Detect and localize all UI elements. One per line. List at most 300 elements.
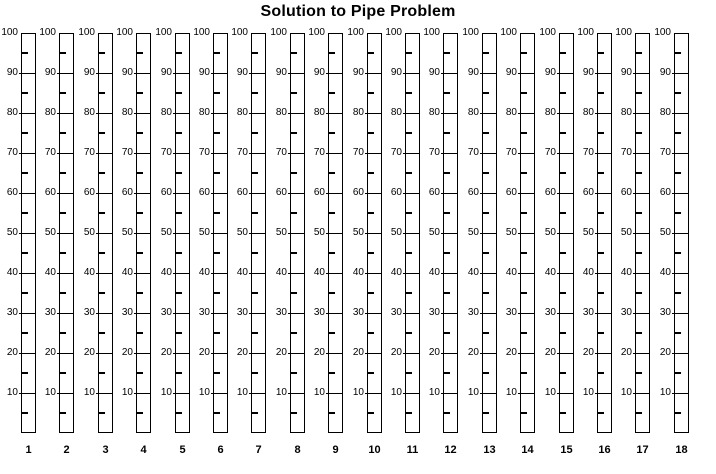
minor-tick: [176, 332, 182, 334]
minor-tick: [252, 292, 258, 294]
minor-tick: [406, 252, 412, 254]
minor-tick: [214, 412, 220, 414]
minor-tick: [444, 412, 450, 414]
minor-tick: [598, 52, 604, 54]
tick-label: 20: [505, 347, 517, 358]
minor-tick: [521, 172, 527, 174]
minor-tick: [137, 212, 143, 214]
tick-label: 10: [390, 387, 402, 398]
tick-label: 50: [198, 227, 210, 238]
minor-tick: [675, 132, 681, 134]
tick-label: 40: [121, 267, 133, 278]
minor-tick: [560, 332, 566, 334]
tick-label: 80: [505, 107, 517, 118]
minor-tick: [521, 52, 527, 54]
major-tick-line: [326, 113, 343, 114]
minor-tick: [22, 372, 28, 374]
minor-tick: [368, 252, 374, 254]
tick-label: 70: [236, 147, 248, 158]
tick-label: 60: [275, 187, 287, 198]
minor-tick: [675, 412, 681, 414]
pipe-number: 14: [521, 444, 534, 456]
tick-label: 40: [390, 267, 402, 278]
tick-label: 100: [423, 27, 440, 38]
tick-label: 90: [44, 67, 56, 78]
tick-label: 40: [620, 267, 632, 278]
minor-tick: [252, 172, 258, 174]
minor-tick: [214, 292, 220, 294]
tick-label: 50: [505, 227, 517, 238]
tick-label: 10: [6, 387, 18, 398]
tick-label: 100: [308, 27, 325, 38]
tick-label: 90: [313, 67, 325, 78]
minor-tick: [22, 412, 28, 414]
minor-tick: [406, 212, 412, 214]
minor-tick: [60, 292, 66, 294]
major-tick-line: [57, 353, 74, 354]
tick-label: 40: [160, 267, 172, 278]
minor-tick: [444, 372, 450, 374]
minor-tick: [444, 132, 450, 134]
major-tick-line: [57, 153, 74, 154]
pipe-scale-2: [39, 27, 74, 456]
tick-label: 30: [83, 307, 95, 318]
major-tick-line: [518, 273, 535, 274]
minor-tick: [598, 252, 604, 254]
tick-label: 100: [462, 27, 479, 38]
tick-label: 50: [6, 227, 18, 238]
minor-tick: [483, 332, 489, 334]
minor-tick: [368, 92, 374, 94]
minor-tick: [176, 52, 182, 54]
major-tick-line: [518, 393, 535, 394]
minor-tick: [60, 172, 66, 174]
tick-label: 10: [160, 387, 172, 398]
minor-tick: [99, 412, 105, 414]
tick-label: 100: [539, 27, 556, 38]
minor-tick: [99, 132, 105, 134]
major-tick-line: [633, 193, 650, 194]
major-tick-line: [441, 233, 458, 234]
tick-label: 60: [236, 187, 248, 198]
minor-tick: [483, 412, 489, 414]
tick-label: 30: [198, 307, 210, 318]
major-tick-line: [134, 73, 151, 74]
tick-label: 80: [428, 107, 440, 118]
tick-label: 50: [544, 227, 556, 238]
tick-label: 90: [620, 67, 632, 78]
tick-label: 10: [121, 387, 133, 398]
tick-label: 20: [582, 347, 594, 358]
tick-label: 30: [620, 307, 632, 318]
major-tick-line: [57, 113, 74, 114]
tick-label: 40: [236, 267, 248, 278]
minor-tick: [483, 372, 489, 374]
tick-label: 10: [313, 387, 325, 398]
minor-tick: [22, 52, 28, 54]
minor-tick: [99, 212, 105, 214]
minor-tick: [176, 372, 182, 374]
tick-label: 70: [390, 147, 402, 158]
minor-tick: [560, 172, 566, 174]
tick-label: 50: [121, 227, 133, 238]
minor-tick: [99, 92, 105, 94]
tick-label: 70: [44, 147, 56, 158]
major-tick-line: [326, 313, 343, 314]
minor-tick: [636, 52, 642, 54]
major-tick-line: [57, 313, 74, 314]
tick-label: 50: [467, 227, 479, 238]
major-tick-line: [633, 73, 650, 74]
minor-tick: [368, 332, 374, 334]
tick-label: 30: [544, 307, 556, 318]
minor-tick: [444, 92, 450, 94]
major-tick-line: [249, 153, 266, 154]
major-tick-line: [633, 313, 650, 314]
minor-tick: [214, 372, 220, 374]
minor-tick: [60, 132, 66, 134]
minor-tick: [329, 92, 335, 94]
minor-tick: [252, 332, 258, 334]
minor-tick: [214, 132, 220, 134]
major-tick-line: [57, 233, 74, 234]
pipe-number: 9: [332, 444, 339, 456]
major-tick-line: [518, 153, 535, 154]
tick-label: 70: [313, 147, 325, 158]
minor-tick: [406, 52, 412, 54]
tick-label: 20: [121, 347, 133, 358]
tick-label: 90: [352, 67, 364, 78]
minor-tick: [483, 292, 489, 294]
minor-tick: [214, 92, 220, 94]
minor-tick: [560, 52, 566, 54]
major-tick-line: [518, 193, 535, 194]
tick-label: 60: [160, 187, 172, 198]
minor-tick: [675, 172, 681, 174]
minor-tick: [368, 132, 374, 134]
minor-tick: [483, 92, 489, 94]
major-tick-line: [326, 233, 343, 234]
major-tick-line: [672, 393, 689, 394]
minor-tick: [214, 212, 220, 214]
tick-label: 60: [313, 187, 325, 198]
major-tick-line: [672, 353, 689, 354]
major-tick-line: [134, 353, 151, 354]
tick-label: 100: [500, 27, 517, 38]
major-tick-line: [249, 313, 266, 314]
major-tick-line: [441, 193, 458, 194]
tick-label: 30: [236, 307, 248, 318]
tick-label: 80: [121, 107, 133, 118]
minor-tick: [137, 172, 143, 174]
minor-tick: [598, 92, 604, 94]
minor-tick: [291, 412, 297, 414]
tick-label: 30: [313, 307, 325, 318]
minor-tick: [60, 372, 66, 374]
tick-label: 50: [352, 227, 364, 238]
minor-tick: [291, 92, 297, 94]
tick-label: 20: [544, 347, 556, 358]
tick-label: 100: [116, 27, 133, 38]
pipe-number: 8: [294, 444, 301, 456]
pipe-number: 10: [368, 444, 381, 456]
major-tick-line: [134, 313, 151, 314]
minor-tick: [176, 132, 182, 134]
tick-label: 90: [544, 67, 556, 78]
minor-tick: [483, 52, 489, 54]
pipe-scale-4: [116, 27, 151, 456]
minor-tick: [521, 92, 527, 94]
tick-label: 40: [313, 267, 325, 278]
minor-tick: [598, 372, 604, 374]
tick-label: 40: [428, 267, 440, 278]
minor-tick: [252, 412, 258, 414]
tick-label: 90: [428, 67, 440, 78]
tick-label: 100: [1, 27, 18, 38]
minor-tick: [406, 172, 412, 174]
tick-label: 60: [390, 187, 402, 198]
tick-label: 60: [44, 187, 56, 198]
tick-label: 10: [659, 387, 671, 398]
tick-label: 20: [313, 347, 325, 358]
major-tick-line: [672, 273, 689, 274]
tick-label: 70: [582, 147, 594, 158]
minor-tick: [60, 212, 66, 214]
tick-label: 60: [620, 187, 632, 198]
minor-tick: [521, 372, 527, 374]
minor-tick: [483, 252, 489, 254]
major-tick-line: [633, 113, 650, 114]
major-tick-line: [326, 353, 343, 354]
tick-label: 60: [659, 187, 671, 198]
tick-label: 50: [44, 227, 56, 238]
minor-tick: [329, 212, 335, 214]
minor-tick: [291, 132, 297, 134]
major-tick-line: [134, 153, 151, 154]
pipe-number: 11: [406, 444, 419, 456]
major-tick-line: [326, 393, 343, 394]
tick-label: 80: [659, 107, 671, 118]
minor-tick: [329, 52, 335, 54]
minor-tick: [444, 332, 450, 334]
tick-label: 40: [544, 267, 556, 278]
minor-tick: [368, 52, 374, 54]
minor-tick: [521, 212, 527, 214]
minor-tick: [560, 372, 566, 374]
tick-label: 10: [44, 387, 56, 398]
tick-label: 70: [275, 147, 287, 158]
minor-tick: [252, 252, 258, 254]
minor-tick: [137, 252, 143, 254]
tick-label: 60: [6, 187, 18, 198]
tick-label: 100: [577, 27, 594, 38]
major-tick-line: [441, 113, 458, 114]
tick-label: 30: [44, 307, 56, 318]
major-tick-line: [633, 273, 650, 274]
tick-label: 20: [44, 347, 56, 358]
major-tick-line: [441, 73, 458, 74]
major-tick-line: [134, 393, 151, 394]
tick-label: 80: [313, 107, 325, 118]
major-tick-line: [134, 273, 151, 274]
minor-tick: [636, 292, 642, 294]
major-tick-line: [518, 73, 535, 74]
minor-tick: [368, 412, 374, 414]
pipe-number: 6: [217, 444, 224, 456]
tick-label: 60: [428, 187, 440, 198]
tick-label: 60: [544, 187, 556, 198]
pipe-scale-18: [654, 27, 689, 456]
minor-tick: [560, 252, 566, 254]
pipe-number: 17: [636, 444, 649, 456]
tick-label: 80: [352, 107, 364, 118]
pipe-number: 16: [598, 444, 611, 456]
tick-label: 10: [428, 387, 440, 398]
tick-label: 40: [6, 267, 18, 278]
minor-tick: [60, 252, 66, 254]
minor-tick: [99, 332, 105, 334]
pipe-scale-14: [500, 27, 535, 456]
minor-tick: [176, 252, 182, 254]
tick-label: 60: [198, 187, 210, 198]
minor-tick: [368, 372, 374, 374]
tick-label: 30: [659, 307, 671, 318]
minor-tick: [675, 92, 681, 94]
tick-label: 60: [467, 187, 479, 198]
tick-label: 90: [659, 67, 671, 78]
tick-label: 60: [505, 187, 517, 198]
major-tick-line: [633, 353, 650, 354]
pipe-number: 7: [255, 444, 262, 456]
minor-tick: [60, 52, 66, 54]
tick-label: 50: [659, 227, 671, 238]
major-tick-line: [249, 273, 266, 274]
tick-label: 80: [160, 107, 172, 118]
tick-label: 20: [390, 347, 402, 358]
tick-label: 20: [198, 347, 210, 358]
tick-label: 30: [275, 307, 287, 318]
tick-label: 80: [236, 107, 248, 118]
minor-tick: [406, 412, 412, 414]
minor-tick: [252, 92, 258, 94]
major-tick-line: [518, 313, 535, 314]
tick-label: 80: [6, 107, 18, 118]
minor-tick: [99, 292, 105, 294]
tick-label: 80: [544, 107, 556, 118]
minor-tick: [329, 332, 335, 334]
tick-label: 100: [193, 27, 210, 38]
pipe-scale-12: [423, 27, 458, 456]
tick-label: 80: [198, 107, 210, 118]
tick-label: 20: [6, 347, 18, 358]
minor-tick: [22, 172, 28, 174]
major-tick-line: [441, 393, 458, 394]
tick-label: 50: [275, 227, 287, 238]
minor-tick: [521, 412, 527, 414]
tick-label: 10: [83, 387, 95, 398]
minor-tick: [137, 332, 143, 334]
minor-tick: [406, 372, 412, 374]
tick-label: 70: [467, 147, 479, 158]
tick-label: 90: [121, 67, 133, 78]
minor-tick: [368, 172, 374, 174]
tick-label: 100: [615, 27, 632, 38]
minor-tick: [444, 172, 450, 174]
minor-tick: [291, 372, 297, 374]
pipe-scale-7: [231, 27, 266, 456]
minor-tick: [60, 332, 66, 334]
tick-label: 60: [582, 187, 594, 198]
minor-tick: [483, 132, 489, 134]
tick-label: 70: [352, 147, 364, 158]
minor-tick: [598, 332, 604, 334]
minor-tick: [137, 132, 143, 134]
tick-label: 20: [620, 347, 632, 358]
minor-tick: [675, 52, 681, 54]
minor-tick: [521, 292, 527, 294]
tick-label: 20: [236, 347, 248, 358]
tick-label: 100: [231, 27, 248, 38]
tick-label: 80: [83, 107, 95, 118]
minor-tick: [444, 252, 450, 254]
major-tick-line: [134, 233, 151, 234]
minor-tick: [598, 132, 604, 134]
pipe-number: 15: [560, 444, 573, 456]
minor-tick: [137, 372, 143, 374]
major-tick-line: [326, 193, 343, 194]
tick-label: 70: [428, 147, 440, 158]
major-tick-line: [249, 73, 266, 74]
pipe-number: 4: [140, 444, 147, 456]
minor-tick: [214, 252, 220, 254]
minor-tick: [675, 372, 681, 374]
minor-tick: [329, 412, 335, 414]
tick-label: 20: [275, 347, 287, 358]
tick-label: 90: [467, 67, 479, 78]
minor-tick: [521, 252, 527, 254]
tick-label: 70: [198, 147, 210, 158]
minor-tick: [252, 132, 258, 134]
tick-label: 40: [83, 267, 95, 278]
minor-tick: [22, 132, 28, 134]
minor-tick: [368, 212, 374, 214]
major-tick-line: [518, 233, 535, 234]
minor-tick: [99, 172, 105, 174]
tick-label: 50: [620, 227, 632, 238]
minor-tick: [329, 372, 335, 374]
tick-label: 10: [236, 387, 248, 398]
tick-label: 100: [39, 27, 56, 38]
minor-tick: [214, 332, 220, 334]
minor-tick: [636, 212, 642, 214]
tick-label: 10: [582, 387, 594, 398]
tick-label: 30: [352, 307, 364, 318]
tick-label: 100: [78, 27, 95, 38]
tick-label: 20: [83, 347, 95, 358]
minor-tick: [675, 292, 681, 294]
major-tick-line: [672, 153, 689, 154]
tick-label: 90: [6, 67, 18, 78]
pipe-scale-17: [615, 27, 650, 456]
tick-label: 20: [659, 347, 671, 358]
tick-label: 70: [121, 147, 133, 158]
tick-label: 80: [390, 107, 402, 118]
major-tick-line: [441, 273, 458, 274]
minor-tick: [329, 172, 335, 174]
minor-tick: [636, 252, 642, 254]
pipe-number: 5: [179, 444, 186, 456]
tick-label: 30: [505, 307, 517, 318]
